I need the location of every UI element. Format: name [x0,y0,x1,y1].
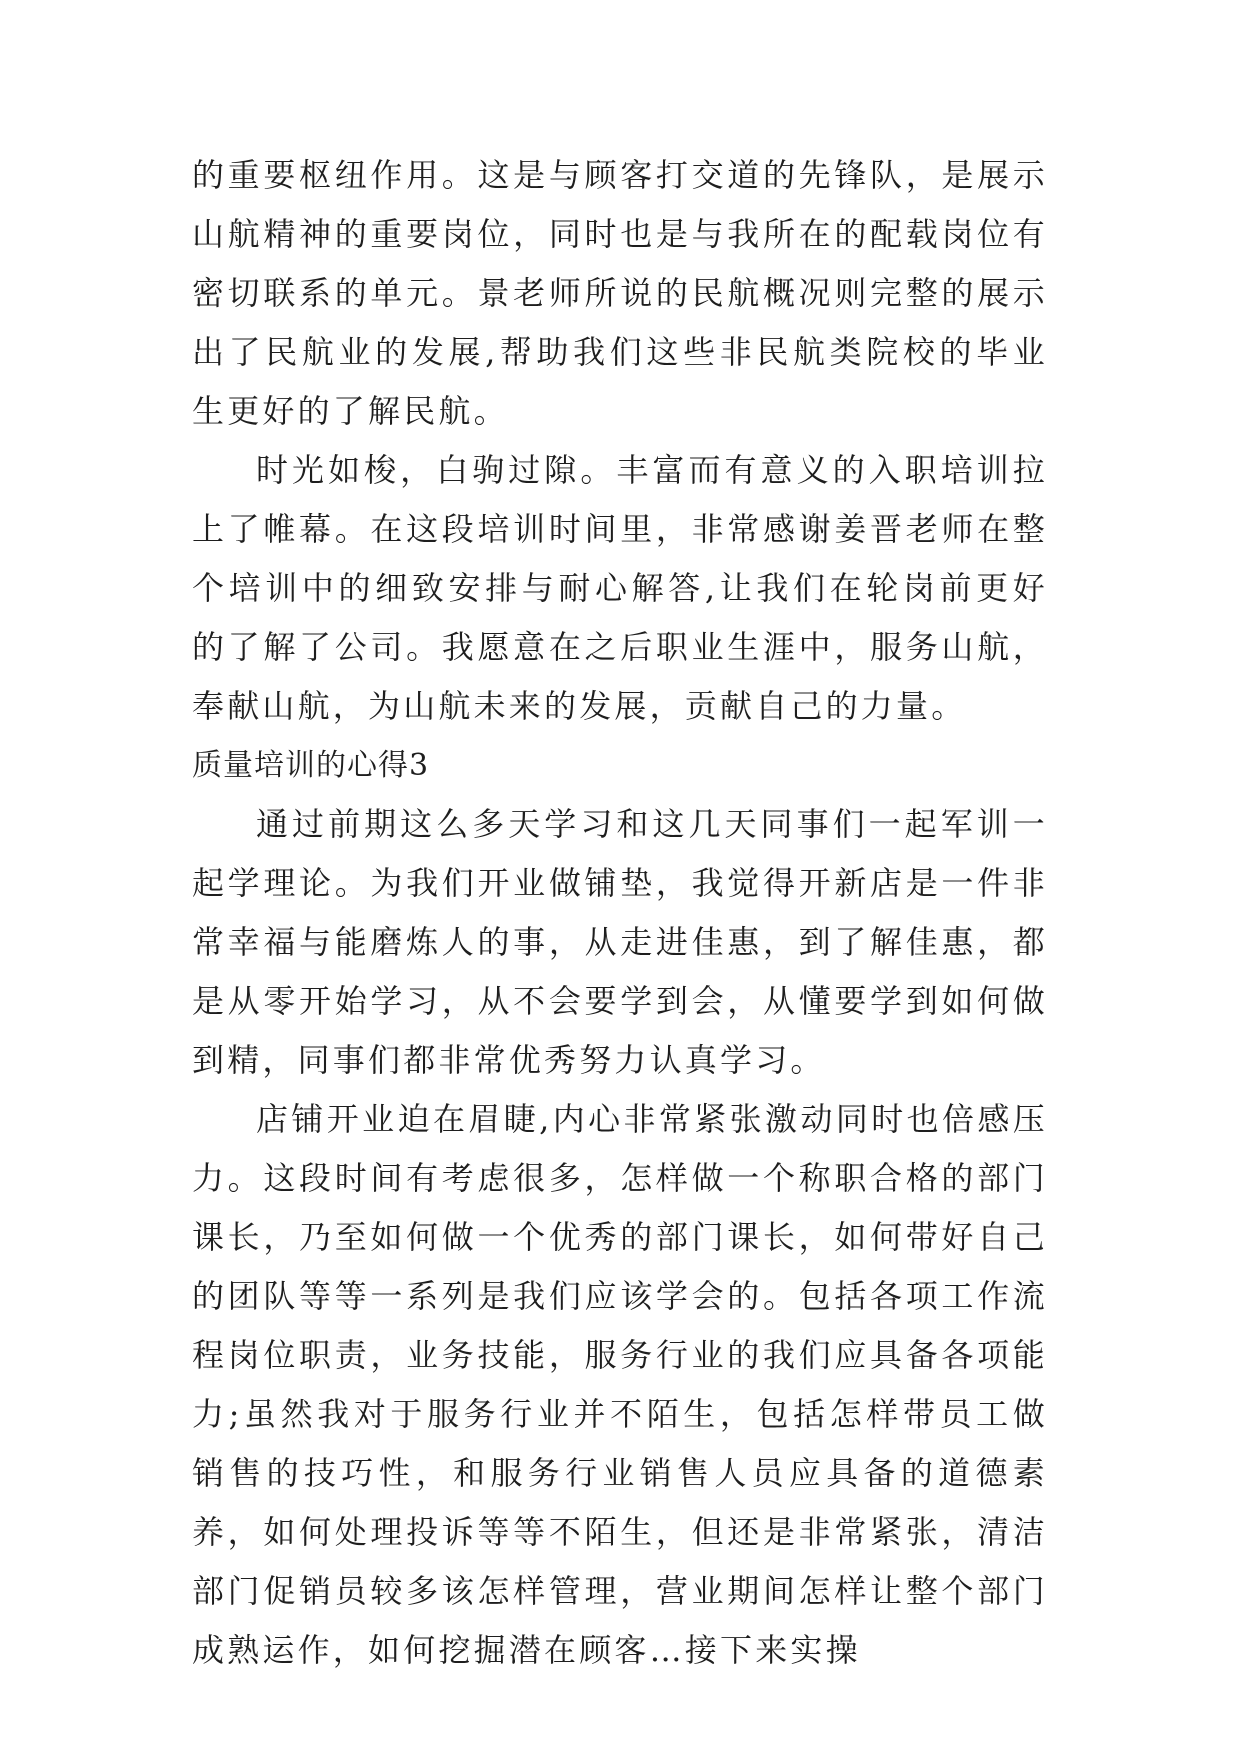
paragraph-hub-role: 的重要枢纽作用。这是与顾客打交道的先锋队，是展示山航精神的重要岗位，同时也是与我所在的配载岗位有密切联系的单元。景老师所说的民航概况则完整的展示出了民航业的发展,帮助我们这些非民航类院校的毕业生更好的了解民航。 [192,156,1048,430]
section-heading: 质量培训的心得3 [192,748,430,783]
paragraph-study-experience: 通过前期这么多天学习和这几天同事们一起军训一起学理论。为我们开业做铺垫，我觉得开新店是一件非常幸福与能磨炼人的事，从走进佳惠，到了解佳惠，都是从零开始学习，从不会要学到会，从懂要学到如何做到精，同事们都非常优秀努力认真学习。 [192,805,1048,1079]
paragraph-store-opening: 店铺开业迫在眉睫,内心非常紧张激动同时也倍感压力。这段时间有考虑很多，怎样做一个称职合格的部门课长，乃至如何做一个优秀的部门课长，如何带好自己的团队等等一系列是我们应该学会的。包括各项工作流程岗位职责，业务技能，服务行业的我们应具备各项能力;虽然我对于服务行业并不陌生，包括怎样带员工做销售的技巧性，和服务行业销售人员应具备的道德素养，如何处理投诉等等不陌生，但还是非常紧张，清洁部门促销员较多该怎样管理，营业期间怎样让整个部门成熟运作，如何挖掘潜在顾客…接下来实操 [192,1100,1048,1669]
paragraph-training-conclusion: 时光如梭，白驹过隙。丰富而有意义的入职培训拉上了帷幕。在这段培训时间里，非常感谢姜晋老师在整个培训中的细致安排与耐心解答,让我们在轮岗前更好的了解了公司。我愿意在之后职业生涯中，服务山航，奉献山航，为山航未来的发展，贡献自己的力量。 [192,451,1048,725]
document-body [192,146,1048,1680]
